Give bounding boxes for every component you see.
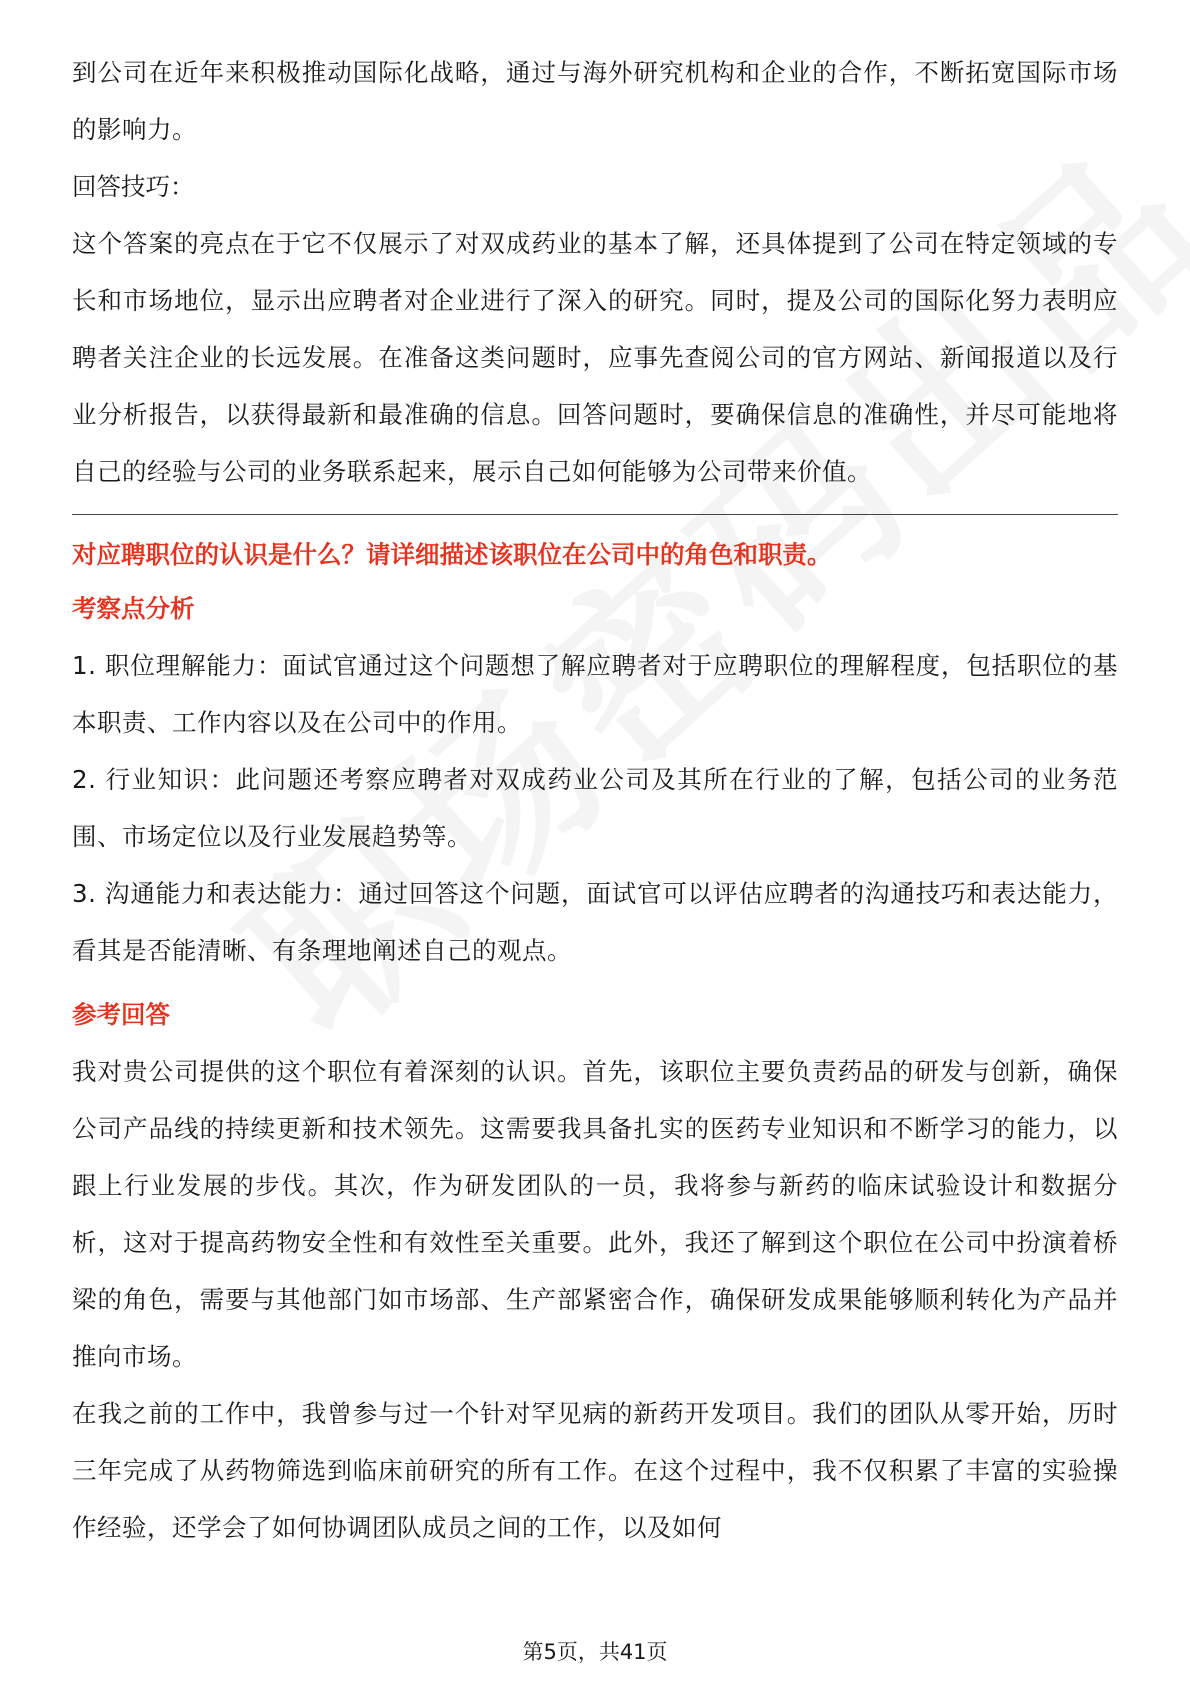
reference-heading: 参考回答 (72, 1000, 170, 1029)
reference-paragraph: 我对贵公司提供的这个职位有着深刻的认识。首先，该职位主要负责药品的研发与创新，确保公司产品线的持续更新和技术领先。这需要我具备扎实的医药专业知识和不断学习的能力，以跟上行业发展的步伐。其次，作为研发团队的一员，我将参与新药的临床试验设计和数据分析，这对于提高药物安全性和有效性至关重要。此外，我还了解到这个职位在公司中扮演着桥梁的角色，需要与其他部门如市场部、生产部紧密合作，确保研发成果能够顺利转化为产品并推向市场。 (72, 1057, 1118, 1371)
spacer (72, 979, 1118, 987)
page-footer: 第5页，共41页 (522, 1640, 668, 1664)
tips-label: 回答技巧： (72, 172, 195, 201)
analysis-item: 1. 职位理解能力：面试官通过这个问题想了解应聘者对于应聘职位的理解程度，包括职位的基本职责、工作内容以及在公司中的作用。 (72, 651, 1118, 737)
analysis-heading: 考察点分析 (72, 594, 195, 623)
section-divider (72, 514, 1118, 515)
question-title: 对应聘职位的认识是什么？请详细描述该职位在公司中的角色和职责。 (72, 540, 832, 569)
reference-paragraph: 在我之前的工作中，我曾参与过一个针对罕见病的新药开发项目。我们的团队从零开始，历时三年完成了从药物筛选到临床前研究的所有工作。在这个过程中，我不仅积累了丰富的实验操作经验，还学会了如何协调团队成员之间的工作，以及如何 (72, 1399, 1118, 1542)
analysis-item: 3. 沟通能力和表达能力：通过回答这个问题，面试官可以评估应聘者的沟通技巧和表达能力，看其是否能清晰、有条理地阐述自己的观点。 (72, 879, 1118, 965)
tips-paragraph: 这个答案的亮点在于它不仅展示了对双成药业的基本了解，还具体提到了公司在特定领域的专长和市场地位，显示出应聘者对企业进行了深入的研究。同时，提及公司的国际化努力表明应聘者关注企业的长远发展。在准备这类问题时，应事先查阅公司的官方网站、新闻报道以及行业分析报告，以获得最新和最准确的信息。回答问题时，要确保信息的准确性，并尽可能地将自己的经验与公司的业务联系起来，展示自己如何能够为公司带来价值。 (72, 229, 1118, 486)
intro-paragraph: 到公司在近年来积极推动国际化战略，通过与海外研究机构和企业的合作，不断拓宽国际市场的影响力。 (72, 58, 1118, 144)
analysis-item: 2. 行业知识：此问题还考察应聘者对双成药业公司及其所在行业的了解，包括公司的业务范围、市场定位以及行业发展趋势等。 (72, 765, 1118, 851)
document-page (72, 44, 1118, 1556)
